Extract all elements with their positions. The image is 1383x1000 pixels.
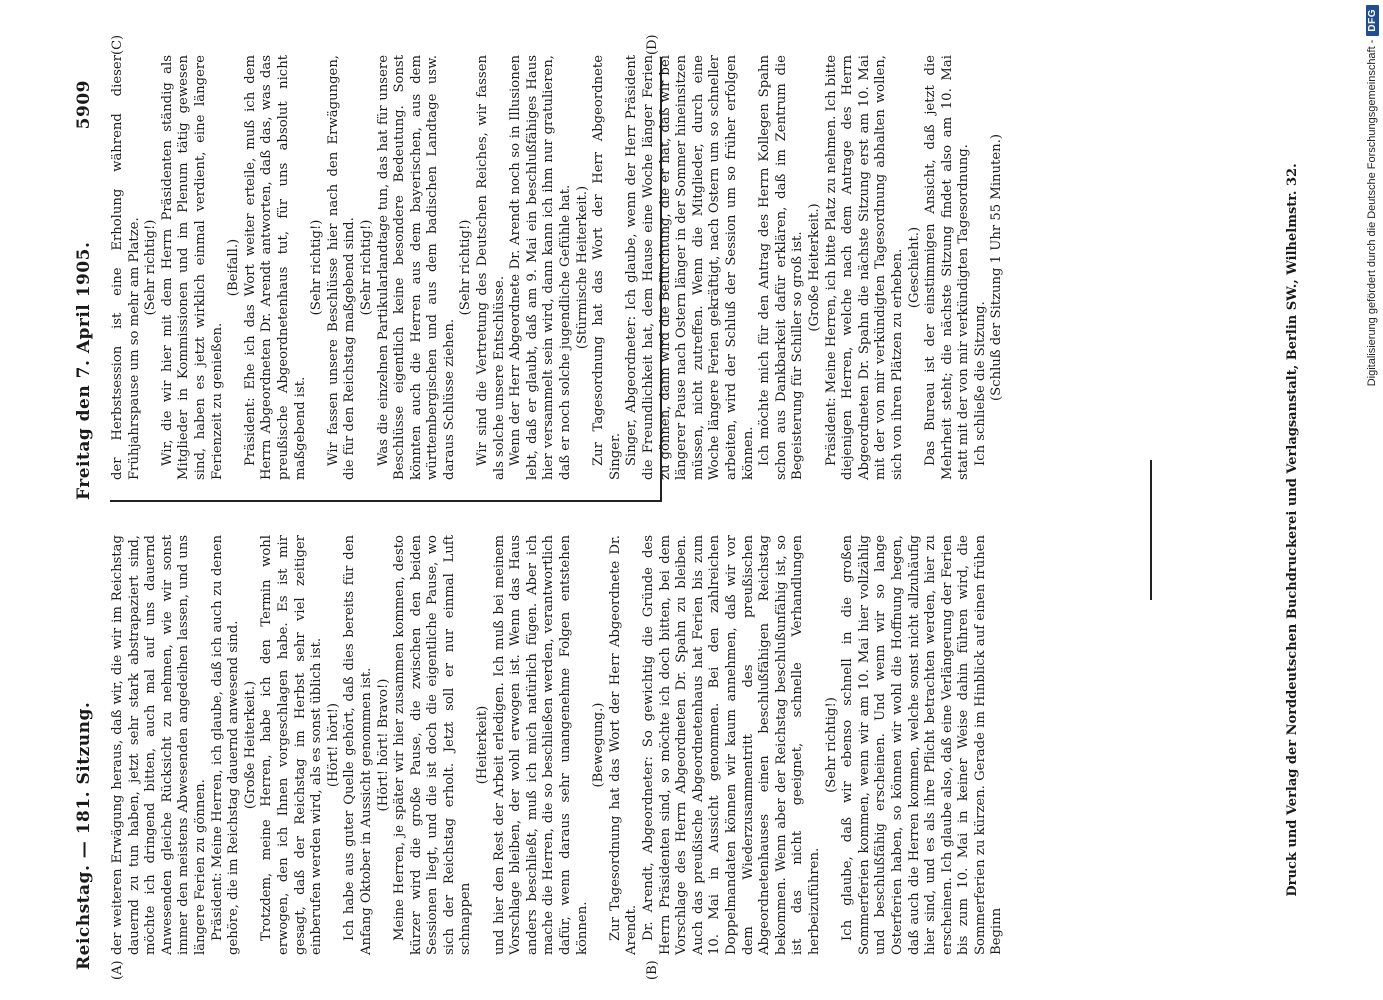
- digitization-credit: [1363, 5, 1381, 995]
- paragraph: Zur Tagesordnung hat das Wort der Herr Abgeordnete Dr. Arendt.: [607, 535, 640, 955]
- paragraph: Singer, Abgeordneter: Ich glaube, wenn der Herr Präsident die Freundlichkeit hat, dem Hause eine Woche länger Ferien zu gönnen, dann wird die Befürchtung, die er hat, daß wir bei längerer Pause nach Ostern länger in der Sommer hineinsitzen müssen, nicht zutreffen. Wenn die Mitglieder, durch eine Woche längere Ferien gekräftigt, nach Ostern um so schneller arbeiten, wird der Schluß der Session um so früher erfolgen können.: [624, 55, 756, 480]
- paragraph: Trotzdem, meine Herren, habe ich den Termin wohl erwogen, den ich Ihnen vorgeschlagen habe. Es ist mir gesagt, daß der Reichstag im Herbst sehr viel zeitiger einberufen werden wird, als es sonst üblich ist.: [259, 535, 325, 955]
- paragraph: Was die einzelnen Partikularlandtage tun, das hat für unsere Beschlüsse eigentlich keine besondere Bedeutung. Sonst könnten auch die Herren aus dem bayerischen, aus dem württembergischen und aus dem badischen Landtage usw. daraus Schlüsse ziehen.: [375, 55, 457, 480]
- interjection: (Große Heiterkeit.): [242, 680, 258, 810]
- margin-marker-d: (D): [645, 34, 660, 55]
- interjection: (Sehr richtig!): [309, 219, 325, 316]
- paragraph: Wenn der Herr Abgeordnete Dr. Arendt noch so in Illusionen lebt, daß er glaubt, daß am 9. Mai ein beschlußfähiges Haus hier versammelt sein wird, dann kann ich ihm nur gratulieren, daß er noch solche jugendliche Gefühle hat.: [508, 55, 574, 480]
- interjection: (Beifall.): [226, 238, 242, 297]
- paragraph: der Herbstsession ist eine Erholung während dieser Frühjahrspause um so mehr am Platze.: [110, 55, 142, 480]
- interjection: (Sehr richtig!): [823, 697, 839, 793]
- paragraph: Dr. Arendt, Abgeordneter: So gewichtig die Gründe des Herrn Präsidenten sind, so möchte ich doch bitten, bei dem Vorschlage des Herrn Abgeordneten Dr. Spahn zu bleiben. Auch das preußische Abgeordnetenhaus hat Ferien bis zum 10. Mai in Aussicht genommen. Bei den zahlreichen Doppelmandaten können wir kaum annehmen, daß wir vor dem Wiederzusammentritt des preußischen Abgeordnetenhauses einen beschlußfähigen Reichstag bekommen. Wenn aber der Reichstag beschlußunfähig ist, so ist das nicht geeignet, schnelle Verhandlungen herbeizuführen.: [641, 535, 822, 955]
- closing-note: (Schluß der Sitzung 1 Uhr 55 Minuten.): [989, 134, 1005, 401]
- document-page: [70, 34, 1325, 1000]
- paragraph: Das Bureau ist der einstimmigen Ansicht, daß jetzt die Mehrheit steht; die nächste Sitzung findet also am 10. Mai statt mit der von mir verkündigten Tagesordnung.: [923, 55, 972, 480]
- page-number: 5909: [74, 80, 94, 130]
- right-column: [110, 55, 1006, 480]
- end-rule: [1150, 460, 1152, 600]
- interjection: (Große Heiterkeit.): [806, 203, 822, 332]
- left-column: [110, 535, 1006, 955]
- interjection: (Sehr richtig!): [143, 219, 159, 316]
- interjection: (Hört! hört!): [325, 702, 341, 788]
- margin-marker-c: (C): [110, 34, 125, 55]
- interjection: (Sehr richtig!): [458, 219, 474, 316]
- interjection: (Hört! hört! Bravo!): [375, 678, 391, 812]
- paragraph: Ich habe aus guter Quelle gehört, daß dies bereits für den Anfang Oktober in Aussicht genommen ist.: [342, 535, 374, 955]
- credit-text: Digitalisierung gefördert durch die Deutsche Forschungsgemeinschaft -: [1366, 39, 1378, 387]
- margin-marker-b: (B): [645, 960, 660, 980]
- paragraph: Ich möchte mich für den Antrag des Herrn Kollegen Spahn schon aus Dankbarkeit dafür erklären, daß im Zentrum die Begeisterung für Schiller so groß ist.: [757, 55, 806, 480]
- column-divider: [110, 501, 660, 503]
- paragraph: Ich schließe die Sitzung.: [972, 301, 988, 466]
- paragraph: Präsident: Meine Herren, ich bitte Platz zu nehmen. Ich bitte diejenigen Herren, welche nach dem Antrage des Herrn Abgeordneten Dr. Spahn die nächste Sitzung erst am 10. Mai mit der von mir verkündigten Tagesordnung abhalten wollen, sich von ihren Plätzen zu erheben.: [823, 55, 905, 480]
- paragraph: Wir, die wir hier mit dem Herrn Präsidenten ständig als Mitglieder in Kommissionen und im Plenum tätig gewesen sind, haben es jetzt wirklich einmal verdient, eine längere Ferienzeit zu genießen.: [159, 55, 225, 480]
- interjection: (Geschieht.): [906, 226, 922, 309]
- paragraph: der weiteren Erwägung heraus, daß wir, die wir im Reichstag dauernd zu tun haben, jetzt sehr stark abstrapaziert sind, möchte ich dringend bitten, auch mal auf uns dauernd Anwesenden gleiche Rücksicht zu nehmen, wie wir sonst immer den meistens Abwesenden angedeihen lassen, und uns längere Ferien zu gönnen.: [110, 535, 208, 955]
- paragraph: Präsident: Meine Herren, ich glaube, daß ich auch zu denen gehöre, die im Reichstag dauernd anwesend sind.: [209, 535, 242, 955]
- paragraph: Zur Tagesordnung hat das Wort der Herr Abgeordnete Singer.: [591, 55, 623, 480]
- interjection: (Heiterkeit): [475, 705, 491, 785]
- paragraph: und hier den Rest der Arbeit erledigen. Ich muß bei meinem Vorschlage bleiben, der wohl erwogen ist. Wenn das Haus anders beschließt, muß ich mich natürlich fügen. Aber ich mache die Herren, die so beschließen werden, verantwortlich dafür, wenn daraus sehr unangenehme Folgen entstehen können.: [491, 535, 590, 955]
- paragraph: Wir sind die Vertretung des Deutschen Reiches, wir fassen als solche unsere Entschlüsse.: [475, 55, 507, 480]
- header-session: Reichstag. — 181. Sitzung.: [74, 701, 94, 970]
- margin-marker-a: (A): [110, 960, 125, 980]
- page-header: [70, 60, 100, 1000]
- paragraph: Ich glaube, daß wir ebenso schnell in die großen Sommerferien kommen, wenn wir am 10. Mai hier vollzählig und beschlußfähig erscheinen. Und wenn wir so lange Osterferien haben, so können wir wohl die Hoffnung hegen, daß auch die Herren kommen, welche sonst nicht allzuhäufig hier sind, und es als ihre Pflicht betrachten werden, hier zu erscheinen. Ich glaube also, daß eine Verlängerung der Ferien bis zum 10. Mai in keiner Weise dahin führen wird, die Sommerferien zu kürzen. Gerade im Hinblick auf einen frühen Beginn: [840, 535, 1005, 955]
- paragraph: Meine Herren, je später wir hier zusammen kommen, desto kürzer wird die große Pause, die zwischen den beiden Sessionen liegt, und die ist doch die eigentliche Pause, wo sich der Reichstag erholt. Jetzt soll er nur einmal Luft schnappen: [392, 535, 474, 955]
- interjection: (Bewegung.): [591, 702, 607, 788]
- interjection: (Stürmische Heiterkeit.): [574, 185, 590, 350]
- header-date: Freitag den 7. April 1905.: [74, 241, 94, 500]
- printer-imprint: Druck und Verlag der Norddeutschen Buchdruckerei und Verlagsanstalt, Berlin SW., Wilhelmstr. 32.: [1285, 163, 1300, 897]
- paragraph: Präsident: Ehe ich das Wort weiter erteile, muß ich dem Herrn Abgeordneten Dr. Arendt antworten, daß das, was das preußische Abgeordnetenhaus tut, für uns absolut nicht maßgebend ist.: [242, 55, 308, 480]
- interjection: (Sehr richtig!): [358, 219, 374, 316]
- dfg-logo: DFG: [1366, 5, 1379, 36]
- paragraph: Wir fassen unsere Beschlüsse hier nach den Erwägungen, die für den Reichstag maßgebend sind.: [325, 55, 358, 480]
